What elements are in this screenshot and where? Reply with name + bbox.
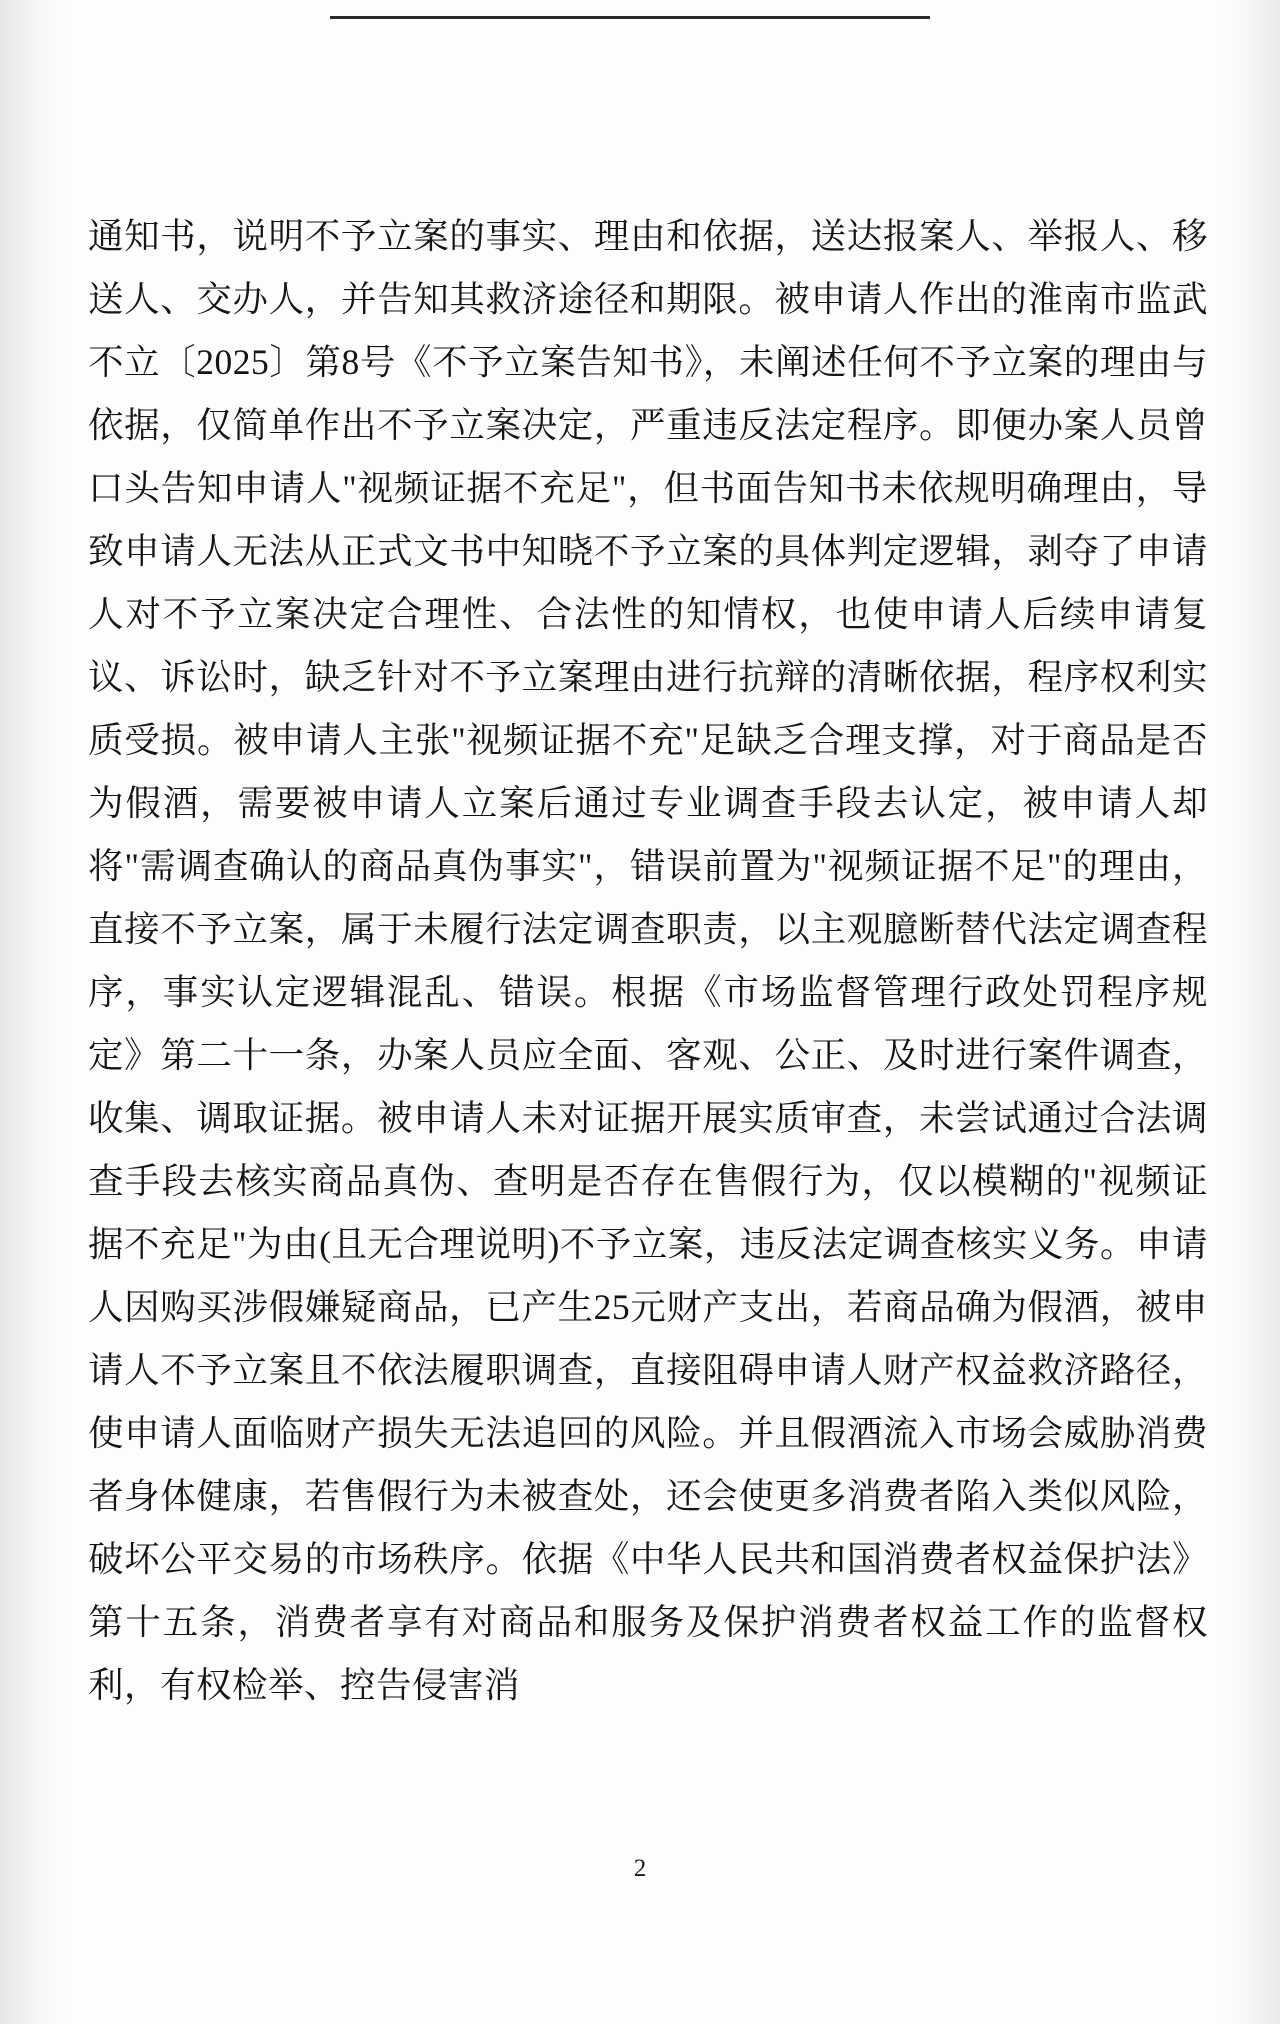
header-rule-divider <box>330 16 930 19</box>
page-number: 2 <box>633 1855 647 1882</box>
page-left-edge-shading <box>0 0 70 2024</box>
page-right-edge-shading <box>1220 0 1280 2024</box>
body-paragraph: 通知书，说明不予立案的事实、理由和依据，送达报案人、举报人、移送人、交办人，并告知其救济途径和期限。被申请人作出的淮南市监武不立〔2025〕第8号《不予立案告知书》，未阐述任何不予立案的理由与依据，仅简单作出不予立案决定，严重违反法定程序。即便办案人员曾口头告知申请人"视频证据不充足"，但书面告知书未依规明确理由，导致申请人无法从正式文书中知晓不予立案的具体判定逻辑，剥夺了申请人对不予立案决定合理性、合法性的知情权，也使申请人后续申请复议、诉讼时，缺乏针对不予立案理由进行抗辩的清晰依据，程序权利实质受损。被申请人主张"视频证据不充"足缺乏合理支撑，对于商品是否为假酒，需要被申请人立案后通过专业调查手段去认定，被申请人却将"需调查确认的商品真伪事实"，错误前置为"视频证据不足"的理由，直接不予立案，属于未履行法定调查职责，以主观臆断替代法定调查程序，事实认定逻辑混乱、错误。根据《市场监督管理行政处罚程序规定》第二十一条，办案人员应全面、客观、公正、及时进行案件调查，收集、调取证据。被申请人未对证据开展实质审查，未尝试通过合法调查手段去核实商品真伪、查明是否存在售假行为，仅以模糊的"视频证据不充足"为由(且无合理说明)不予立案，违反法定调查核实义务。申请人因购买涉假嫌疑商品，已产生25元财产支出，若商品确为假酒，被申请人不予立案且不依法履职调查，直接阻碍申请人财产权益救济路径，使申请人面临财产损失无法追回的风险。并且假酒流入市场会威胁消费者身体健康，若售假行为未被查处，还会使更多消费者陷入类似风险，破坏公平交易的市场秩序。依据《中华人民共和国消费者权益保护法》第十五条，消费者享有对商品和服务及保护消费者权益工作的监督权利，有权检举、控告侵害消 <box>88 216 1208 1705</box>
document-body <box>88 205 1208 1717</box>
